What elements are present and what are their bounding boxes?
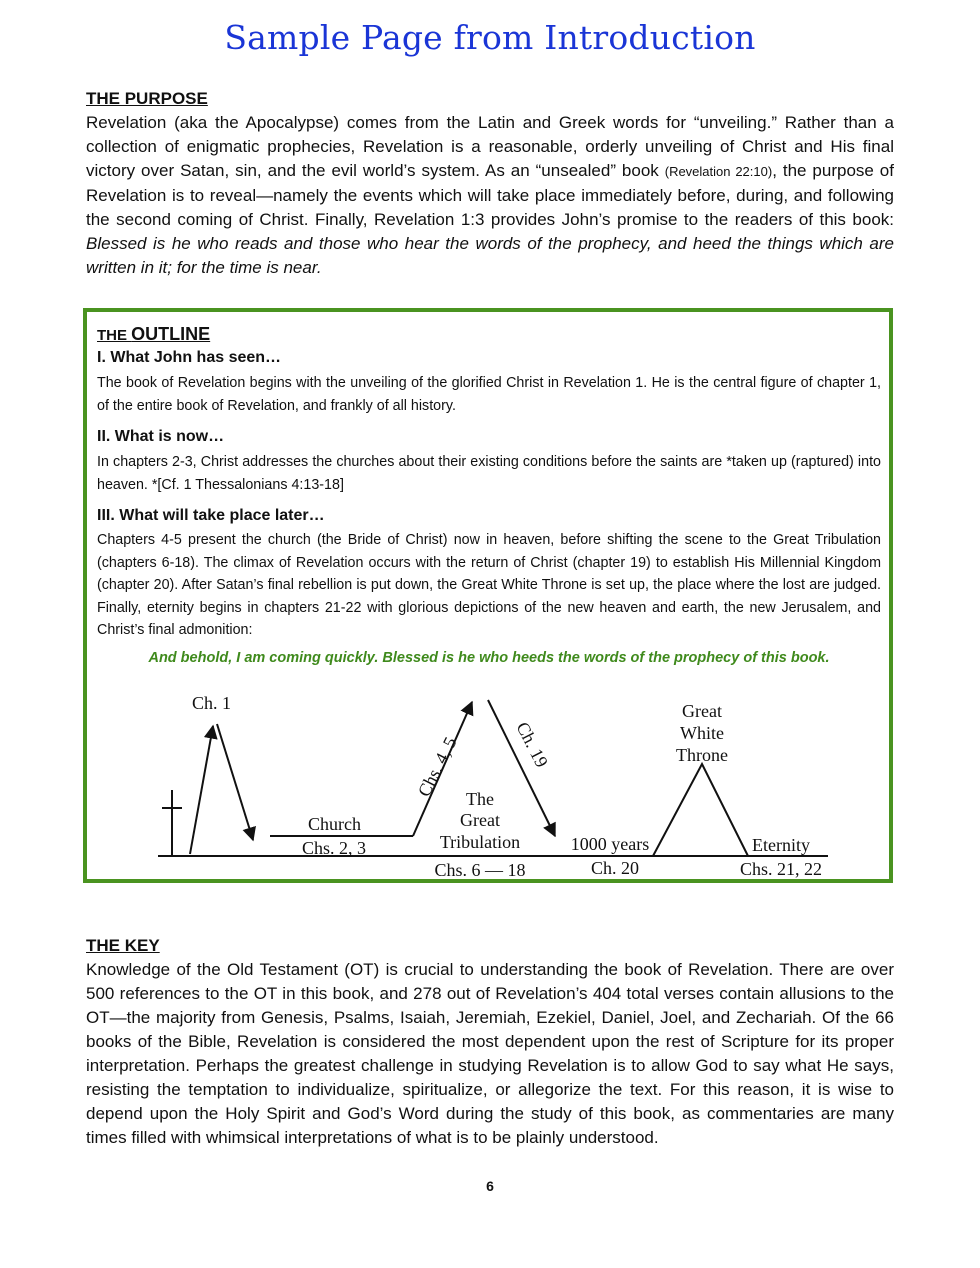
ch1-up-arrow [190,726,213,854]
page-number: 6 [486,1178,494,1194]
outline-section-2-heading: II. What is now… [97,428,225,445]
label-chs-2-3: Chs. 2, 3 [302,838,367,858]
label-white: White [680,723,724,743]
outline-heading-the: THE [97,327,132,344]
outline-section-1-heading: I. What John has seen… [97,349,282,366]
label-chs-21-22: Chs. 21, 22 [739,859,823,879]
outline-section-3-text: Chapters 4-5 present the church (the Bride of Christ) now in heaven, before shifting the scene to the Great Tribulation (chapters 6-18). The climax of Revelation occurs with the return of Christ (chapter 19) to establish His Millennial Kingdom (chapter 20). After Satan’s final rebellion is put down, the Great White Throne is set up, the place where the lost are judged. Finally, eternity begins in chapters 21-22 with glorious depictions of the new heaven and earth, the new Jerusalem, and Christ’s final admonition: [97,532,881,638]
label-eternity: Eternity [752,835,810,855]
outline-heading-outline: OUTLINE [131,324,211,344]
label-ch19: Ch. 19 [512,718,553,771]
label-ch1: Ch. 1 [192,693,232,713]
purpose-text-2: , the purpose of Revelation is to reveal—namely the events which will take place immediately before, during, and following the second coming of Christ. Finally, Revelation 1:3 provides John’s promise to the readers of this book: [86,161,894,229]
outline-section-3-heading: III. What will take place later… [97,507,325,524]
outline-quote: And behold, I am coming quickly. Blessed is he who heeds the words of the prophecy of this book. [148,650,830,666]
ch1-down-arrow [217,724,253,840]
page-title: Sample Page from Introduction [224,18,756,57]
label-chs-4-5: Chs. 4, 5 [413,733,461,800]
label-tribulation: Tribulation [439,832,521,852]
cross-icon [162,790,182,856]
label-1000-years: 1000 years [570,834,650,854]
key-heading: THE KEY [86,936,160,955]
label-great-w: Great [682,701,722,721]
purpose-text-1: Revelation (aka the Apocalypse) comes from the Latin and Greek words for “unveiling.” Rather than a collection of enigmatic prophecies, Revelation is a reasonable, orderly unveiling of Christ and His final victory over Satan, sin, and the evil world’s system. As an “unsealed” book [86,113,894,180]
purpose-heading: THE PURPOSE [86,89,208,108]
key-paragraph: Knowledge of the Old Testament (OT) is crucial to understanding the book of Revelation. There are over 500 references to the OT in this book, and 278 out of Revelation’s 404 total verses contain allusions to the OT—the majority from Genesis, Psalms, Isaiah, Jeremiah, Ezekiel, Daniel, Joel, and Zechariah. Of the 66 books of the Bible, Revelation is considered the most dependent upon the rest of Scripture for its proper interpretation. Perhaps the greatest challenge in studying Revelation is to allow God to say what He says, resisting the temptation to individualize, spiritualize, or allegorize the text. For this reason, it is wise to depend upon the Holy Spirit and God’s Word during the study of this book, as commentaries are many times filled with whimsical interpretations of what is to be plainly understood. [86,960,894,1147]
purpose-reference: (Revelation 22:10) [664,164,773,179]
outline-section-1-text: The book of Revelation begins with the unveiling of the glorified Christ in Revelation 1. He is the central figure of chapter 1, of the entire book of Revelation, and frankly of all history. [97,375,881,414]
label-the: The [466,789,494,809]
timeline-diagram [150,688,840,883]
outline-heading [97,324,210,345]
label-chs-6-18: Chs. 6 — 18 [434,860,526,880]
purpose-quote: Blessed is he who reads and those who hear the words of the prophecy, and heed the things which are written in it; for the time is near. [86,234,894,277]
outline-section-2-text: In chapters 2-3, Christ addresses the churches about their existing conditions before the saints are *taken up (raptured) into heaven. *[Cf. 1 Thessalonians 4:13-18] [97,454,881,493]
purpose-paragraph [86,111,894,280]
label-great: Great [460,810,500,830]
label-church: Church [308,814,361,834]
label-ch20: Ch. 20 [590,858,640,878]
throne-peak [653,764,748,856]
label-throne: Throne [676,745,728,765]
